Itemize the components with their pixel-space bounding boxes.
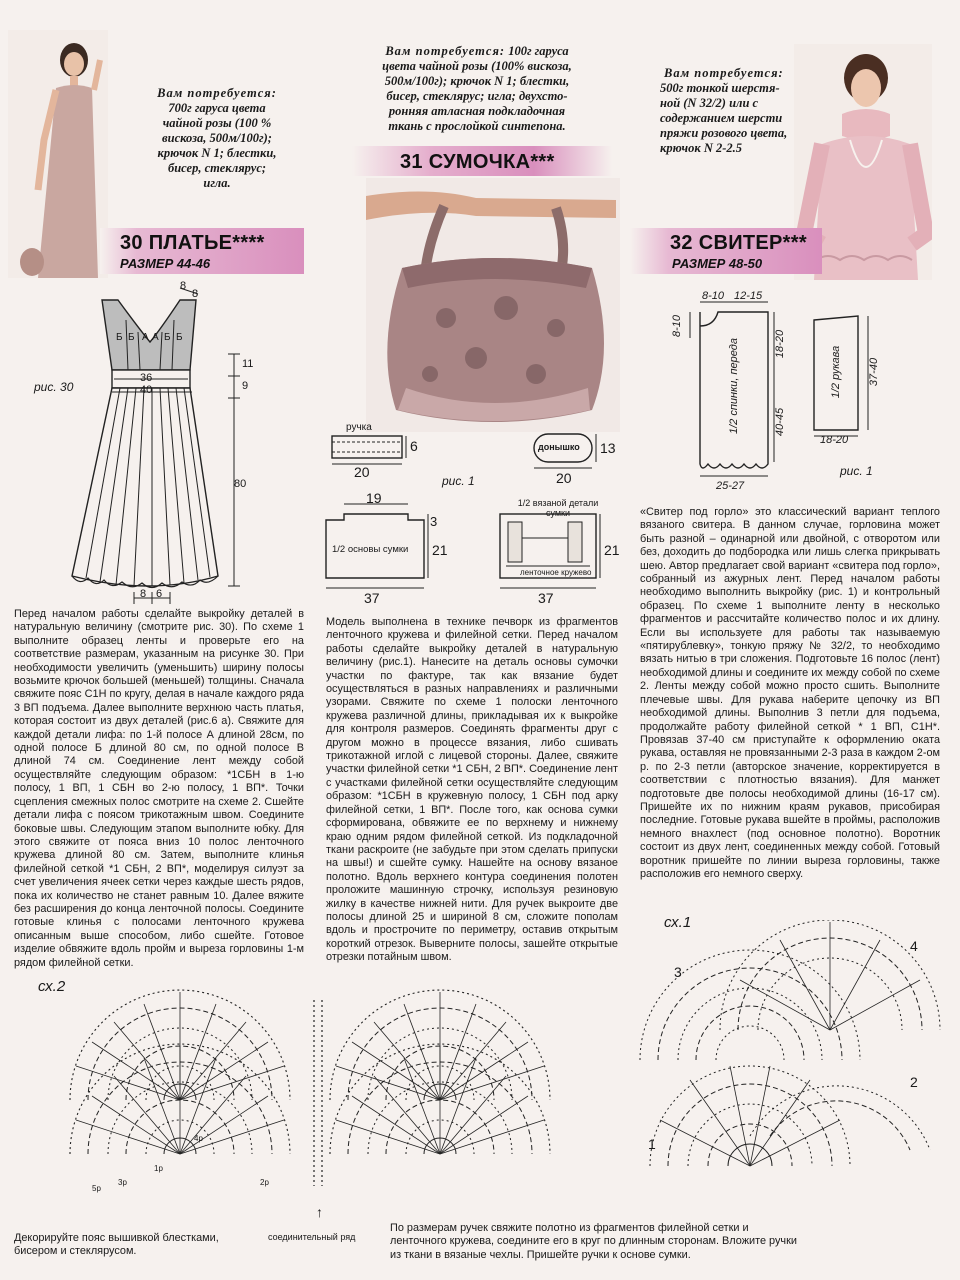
bag-pattern-diagram — [320, 420, 620, 610]
dress-strip-a: А — [152, 332, 159, 343]
dress-materials-line: бисер, стеклярус; — [167, 161, 267, 175]
dress-materials-line: 700г гаруса цвета — [168, 101, 266, 115]
dress-pattern-diagram — [30, 280, 280, 610]
bag-handle-h: 6 — [410, 438, 418, 454]
dress-dim-strap: 8 — [180, 280, 187, 292]
bag-bottom-note: По размерам ручек свяжите полотно из фрагментов филейной сетки и ленточного кружева, соедините его в круг по длинным сторонам. Вложите ручки из ткани в вязаные чехлы. Пришейте ручки к основе сумки. — [390, 1222, 797, 1261]
dress-dim-11: 11 — [242, 358, 254, 370]
sweater-dim-bottom: 25-27 — [716, 480, 745, 492]
dress-materials-line: крючок N 1; блестки, — [157, 146, 277, 160]
dress-dim-strap2: 8 — [192, 288, 199, 300]
dress-dim-bottom1: 8 — [140, 588, 147, 600]
bag-materials — [362, 44, 592, 134]
sweater-dim-armhole: 18-20 — [774, 329, 787, 359]
dress-strip-b: Б — [176, 332, 183, 343]
scheme-2-label: сх.2 — [38, 978, 66, 995]
bag-materials-line: бисер, стеклярус; игла; двухсто- — [386, 89, 568, 103]
dress-title: 30 ПЛАТЬЕ**** — [120, 232, 265, 254]
bag-materials-line: 100г гаруса — [508, 44, 569, 58]
dress-size: РАЗМЕР 44-46 — [120, 256, 211, 271]
bag-knit-h: 21 — [604, 542, 620, 558]
dress-fig-label: рис. 30 — [34, 380, 74, 394]
bag-materials-line: цвета чайной розы (100% вискоза, — [382, 59, 572, 73]
dress-materials-line: вискоза, 500м/100г); — [162, 131, 272, 145]
dress-dim-9: 9 — [242, 380, 249, 392]
scheme-small-label: 1р — [154, 1164, 163, 1173]
bag-bottom-label: донышко — [538, 442, 580, 452]
dress-dim-80: 80 — [234, 478, 247, 490]
sweater-dim-sleeve-len: 37-40 — [868, 357, 881, 387]
sweater-materials-line: пряжи розового цвета, — [660, 126, 788, 140]
crochet-scheme-1 — [630, 920, 950, 1210]
sweater-materials-line: содержанием шерсти — [660, 111, 783, 125]
connect-row-arrow: ↑ — [316, 1204, 323, 1220]
dress-strip-a: А — [142, 332, 149, 343]
bag-knit-label: 1/2 вязаной детали сумки — [517, 498, 599, 518]
bag-materials-line: ткань с прослойкой синтепона. — [388, 119, 566, 133]
dress-dim-waist: 36 — [140, 372, 153, 384]
bag-knit-w: 37 — [538, 590, 554, 606]
bag-base-h: 21 — [432, 542, 448, 558]
scheme-row-mark: 2 — [910, 1074, 918, 1090]
sweater-back-label: 1/2 спинки, переда — [728, 338, 740, 434]
scheme-small-label: 5р — [92, 1184, 101, 1193]
sweater-materials — [660, 66, 800, 156]
sweater-dim-neck-w: 8-10 — [702, 290, 725, 302]
dress-dim-bottom2: 6 — [156, 588, 163, 600]
sweater-materials-line: крючок N 2-2.5 — [660, 141, 743, 155]
scheme-row-mark: 3 — [674, 964, 682, 980]
bag-handle-label: ручка — [346, 422, 372, 433]
bag-base-notch: 3 — [430, 514, 438, 529]
dress-materials — [142, 86, 292, 191]
sweater-instructions: «Свитер под горло» это классический вариант теплого вязаного свитера. В данном случае, горловина может быть разной – одинарной или двойной, с отворотом или без, доходить до подбородка или лишь слегка прикрывать шею. Автор предлагает свой вариант «свитера под горло», собранный из ажурных лент. Перед началом работы необходимо выполнить выкройку (рис. 1) и контрольный образец. По схеме 1 выполните ленту в несколько фрагментов и рассчитайте количество полос и их длину. Если вы используете для работы так называемую «пятирублевку», тонкую пряжу № 32/2, то необходимо вязать нитью в три сложения. Подготовьте 16 полос (лент) необходимой длины и соедините их между собой по схеме 2. Ленты между собой можно просто сшить. Выполните плечевые швы. Для рукава наберите цепочку из ВП необходимой длины. Выполнив 3 петли для подъема, продолжайте работу филейной сеткой * 1 ВП, С1Н*. Провязав 37-40 см приступайте к оформлению оката рукава, оставляя не провязанными 2-3 раза в каждом 2-ом р. по 2-3 петли (авторское значение, корректируется в соответствии с плотностью вязания). Для манжет подготовьте две полосы необходимой длины (16-17 см). Пришейте их по нижним краям рукавов, присобирая последние. Готовые рукава вшейте в проймы, расположив немного внахлест (под основное полотно). Воротник состоит из двух лент, соединенных между собой. Готовый воротник пришейте по линии выреза горловины, также расположив его немного сверху. — [640, 506, 940, 880]
dress-materials-line: чайной розы (100 % — [162, 116, 272, 130]
dress-materials-line: игла. — [203, 176, 231, 190]
sweater-pattern-diagram — [664, 290, 904, 500]
dress-strip-b: Б — [128, 332, 135, 343]
scheme-1-label: сх.1 — [664, 914, 692, 931]
bag-base-top: 19 — [366, 490, 382, 506]
sweater-materials-line: ной (N 32/2) или с — [660, 96, 759, 110]
sweater-dim-neck-d: 8-10 — [671, 314, 684, 338]
sweater-dim-sleeve-w: 18-20 — [820, 434, 849, 446]
sweater-dim-side: 40-45 — [774, 407, 787, 437]
scheme-small-label: 4р — [194, 1134, 203, 1143]
sweater-sleeve-label: 1/2 рукава — [830, 345, 842, 399]
dress-photo — [8, 30, 108, 278]
decor-note: Декорируйте пояс вышивкой блестками, бисером и стеклярусом. — [14, 1232, 219, 1258]
dress-strip-b: Б — [116, 332, 123, 343]
bag-materials-line: ронняя атласная подкладочная — [388, 104, 566, 118]
bag-instructions: Модель выполнена в технике печворк из фрагментов ленточного кружева и филейной сетки. Перед началом работы сделайте выкройку деталей в натуральную величину (рис.1). Нанесите на деталь основы сумочки участки по фактуре, так как вязание будет осуществляться в разных направлениях и различными узорами. Свяжите по схеме 1 полоски ленточного кружева различной длины, прикладывая их к выкройке для контроля размеров. Соединять фрагменты друг с другом можно в процессе вязания, либо сшивать трикотажной иглой с лицевой стороны. Далее, свяжите участки филейной сетки *1 СБН, 2 ВП*. Соединение лент с участками филейной сетки осуществляйте следующим образом: *1СБН в кружевную полосу, 1 СБН под арку филейной сетки, 1 ВП*. После того, как основа сумки сформирована, обвяжите ее по верхнему и нижнему краю одним рядом филейной сеткой. Из подкладочной ткани раскроите (не забудьте при этом сделать припуски на швы!) и сшейте сумку. Нашейте на основу вязаное полотно. Вдоль верхнего контура соединения полотен проложите машинную строчку, используя резиновую жилку в качестве нижней нити. Для ручек выкроите две полосы длиной 25 и шириной 8 см, сложите пополам вдоль и прострочите по периметру, оставив открытым короткий отрезок. Выверните полосы, зашейте открытые отрезки потайным швом. — [326, 616, 618, 964]
bag-base-label: 1/2 основы сумки — [332, 544, 409, 555]
crochet-scheme-2 — [60, 980, 630, 1200]
sweater-dim-shoulder: 12-15 — [734, 290, 763, 302]
bag-lace-label: ленточное кружево — [520, 568, 592, 577]
bag-materials-head: Вам потребуется: — [385, 44, 506, 58]
bag-base-w: 37 — [364, 590, 380, 606]
sweater-title: 32 СВИТЕР*** — [670, 232, 807, 254]
connect-row-label: соединительный ряд — [268, 1232, 356, 1242]
bag-fig-label: рис. 1 — [442, 474, 475, 488]
dress-materials-head: Вам потребуется: — [157, 86, 277, 100]
bag-handle-w: 20 — [354, 464, 370, 480]
sweater-size: РАЗМЕР 48-50 — [672, 256, 763, 271]
dress-strip-b: Б — [164, 332, 171, 343]
scheme-small-label: 3р — [118, 1178, 127, 1187]
sweater-fig-label: рис. 1 — [840, 464, 873, 478]
bag-bottom-h: 13 — [600, 440, 616, 456]
scheme-small-label: 2р — [260, 1178, 269, 1187]
bag-materials-line: 500м/100г); крючок N 1; блестки, — [384, 74, 570, 88]
dress-dim-hip: 40 — [140, 384, 153, 396]
bag-title: 31 СУМОЧКА*** — [400, 151, 555, 173]
scheme-row-mark: 1 — [648, 1136, 656, 1152]
sweater-materials-line: 500г тонкой шерстя- — [660, 81, 780, 95]
bag-bottom-w: 20 — [556, 470, 572, 486]
scheme-row-mark: 4 — [910, 938, 918, 954]
dress-instructions: Перед началом работы сделайте выкройку деталей в натуральную величину (смотрите рис. 30). По схеме 1 выполните образец ленты и проверьте его на соответствие размерам, указанным на рисунке 30. При необходимости увеличить (уменьшить) ширину полосы возьмите крючок большей (меньшей) толщины. Сначала свяжите пояс С1Н по кругу, делая в начале каждого ряда 3 ВП подъема. Далее выполните верхнюю часть платья, которая состоит из двух деталей (рис.6 а). Свяжите для каждой детали лифа: по 1-й полосе А длиной 28см, по одной полосе Б длиной 80 см, по одной полосе В длиной 74 см. Соединение лент между собой осуществляйте следующим образом: *1СБН в 1-ю полосу, 1 ВП, 1 СБН во 2-ю полосу, 1 ВП*. Точки сцепления смежных полос смотрите на схеме 2. Сшейте детали лифа с поясом трикотажным швом. Соедините боковые швы. Следующим этапом выполните юбку. Для этого свяжите от пояса вниз 10 полос ленточного кружева длиной 80 см. Затем, выполните клинья филейной сеткой *1 СБН, 2 ВП*, моделируя силуэт за счет увеличения ячеек сетки через каждые шесть рядов, пока их количество не станет равным 10. Далее вяжите без расширения до конца ленточной полосы. Соедините готовые клинья с полосами ленточного кружева описанным выше способом, либо сшейте. Готовое изделие обвяжите вдоль пройм и выреза горловины 1-м рядом филейной сетки. — [14, 608, 304, 969]
sweater-materials-head: Вам потребуется: — [664, 66, 784, 80]
bag-photo — [366, 178, 620, 432]
